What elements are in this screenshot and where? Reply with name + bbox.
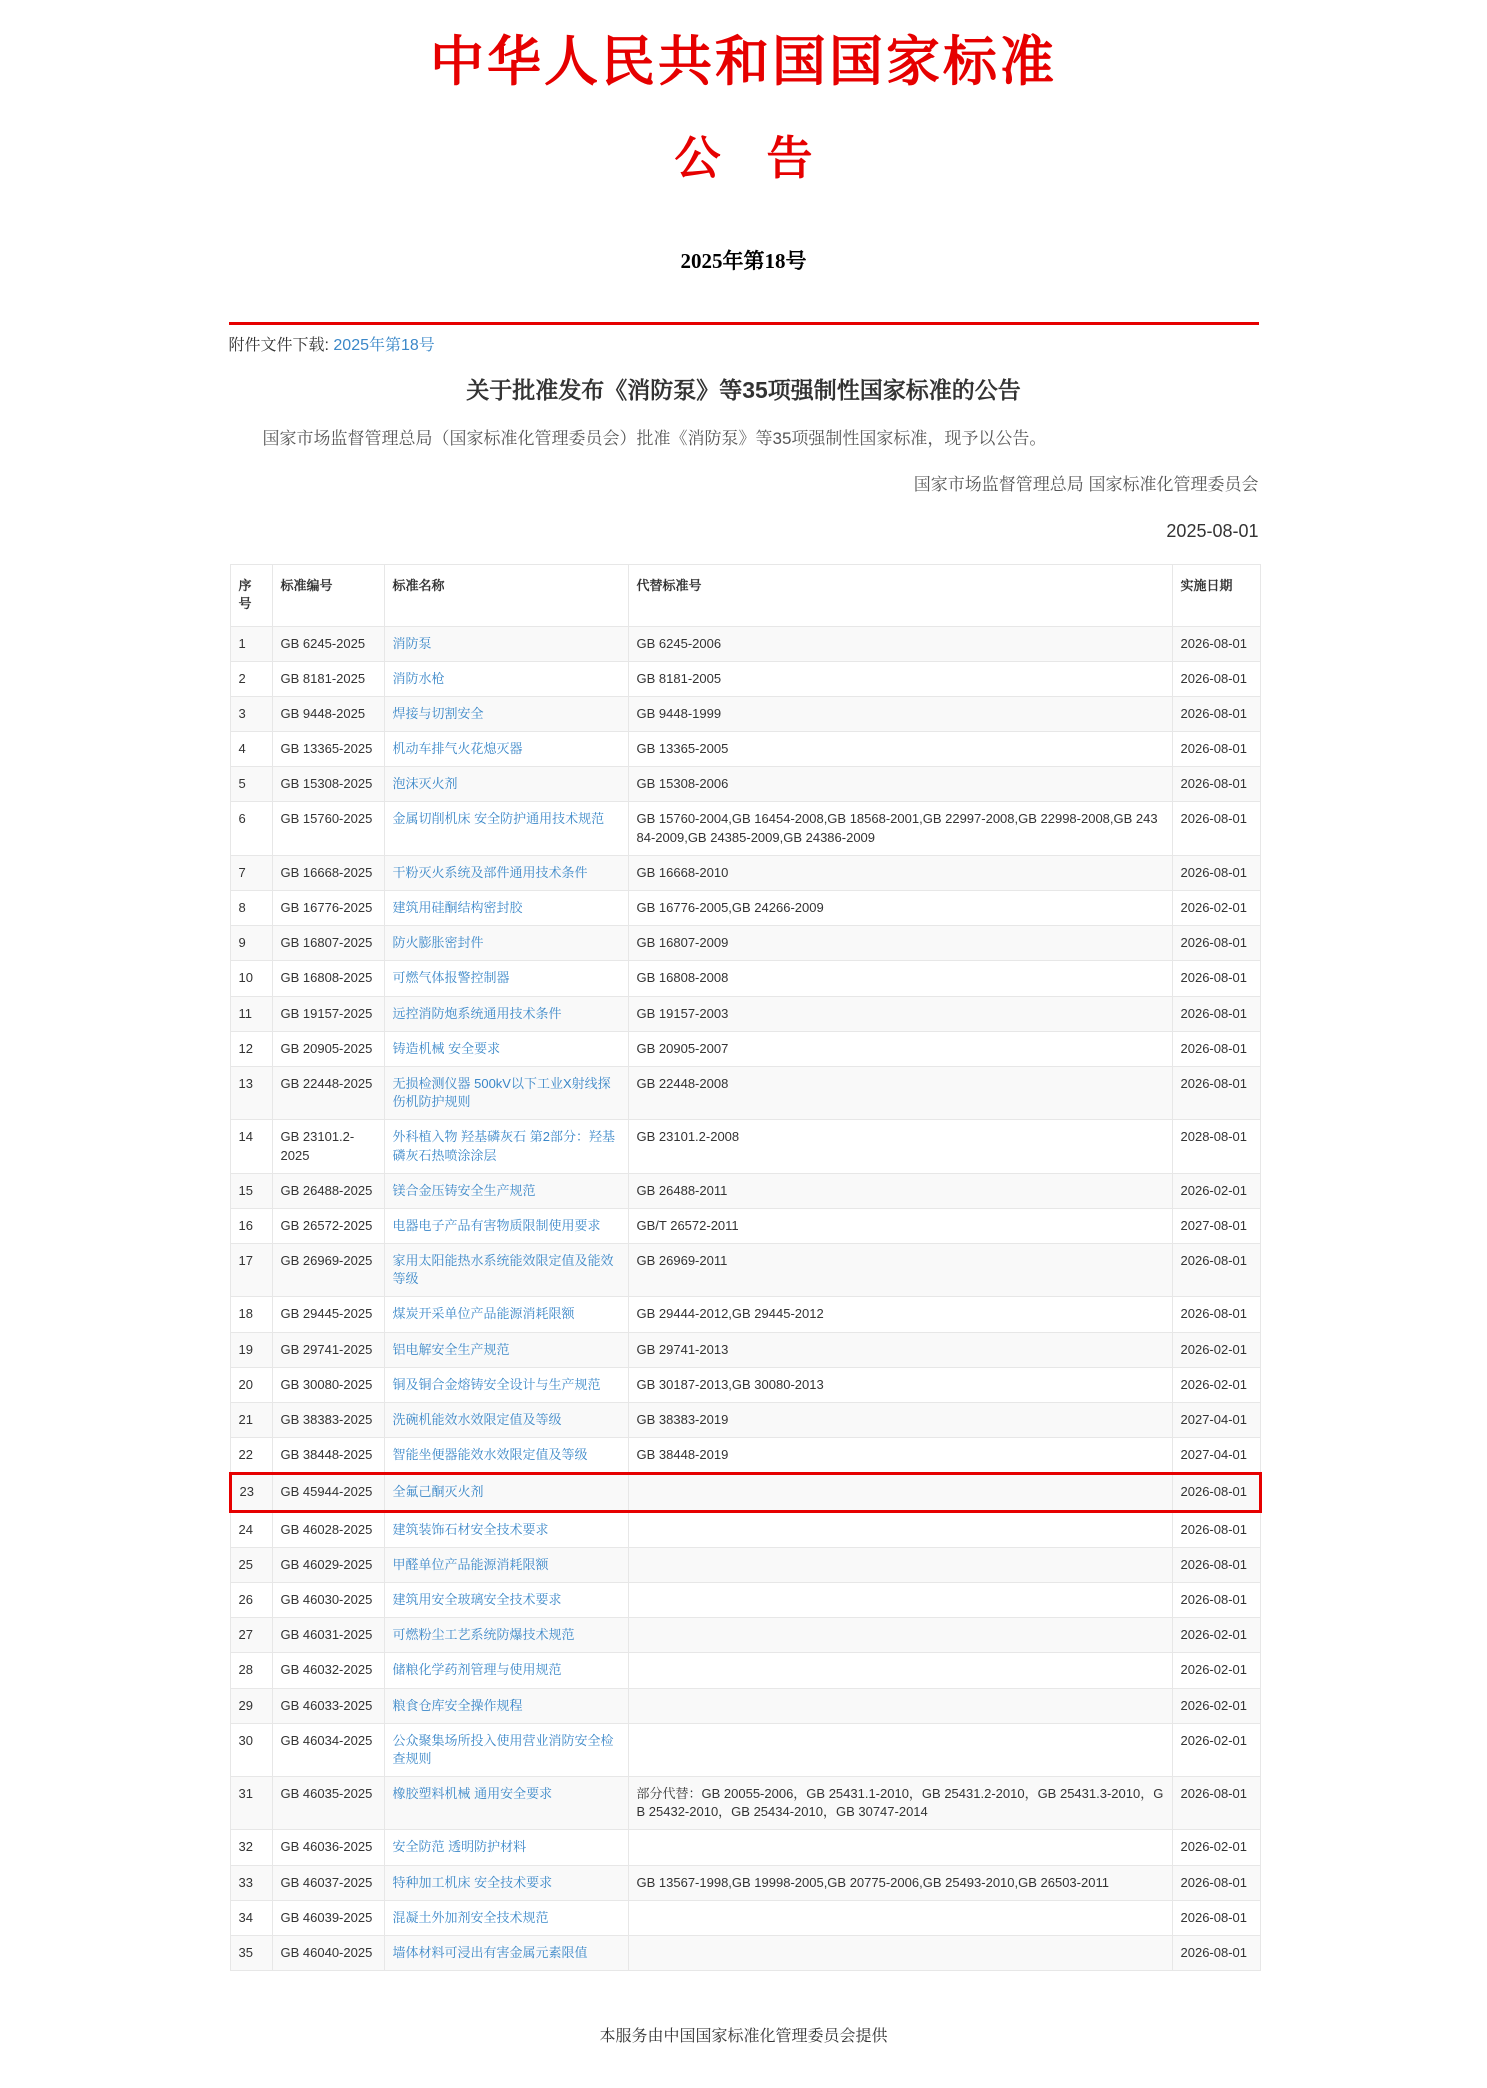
- cell-replaced-standards: GB 22448-2008: [628, 1066, 1172, 1119]
- standard-name-link[interactable]: 机动车排气火花熄灭器: [392, 741, 523, 757]
- standard-name-link[interactable]: 消防泵: [392, 635, 432, 651]
- cell-replaced-standards: GB 29741-2013: [628, 1332, 1172, 1367]
- cell-standard-code: GB 46030-2025: [272, 1582, 384, 1617]
- standard-name-link[interactable]: 消防水枪: [392, 670, 445, 686]
- cell-replaced-standards: [628, 1474, 1172, 1511]
- table-row: [230, 1332, 1260, 1367]
- cell-replaced-standards: GB 38448-2019: [628, 1438, 1172, 1474]
- cell-standard-code: GB 15760-2025: [272, 802, 384, 855]
- cell-standard-code: GB 22448-2025: [272, 1066, 384, 1119]
- cell-implementation-date: 2026-08-01: [1172, 855, 1260, 890]
- table-row: [230, 1688, 1260, 1723]
- header-row: [230, 565, 1260, 626]
- table-row: [230, 1865, 1260, 1900]
- cell-implementation-date: 2026-02-01: [1172, 1618, 1260, 1653]
- column-header-replaced: 代替标准号: [628, 565, 1172, 626]
- cell-replaced-standards: GB 13567-1998,GB 19998-2005,GB 20775-2006,GB 25493-2010,GB 26503-2011: [628, 1865, 1172, 1900]
- cell-implementation-date: 2026-08-01: [1172, 661, 1260, 696]
- standard-name-link[interactable]: 金属切削机床 安全防护通用技术规范: [392, 811, 605, 827]
- cell-standard-code: GB 16776-2025: [272, 891, 384, 926]
- cell-implementation-date: 2026-08-01: [1172, 1474, 1260, 1511]
- table-row: [230, 1066, 1260, 1119]
- table-row: [230, 1438, 1260, 1474]
- page-title: 中华人民共和国国家标准: [430, 32, 1057, 92]
- standard-name-link[interactable]: 特种加工机床 安全技术要求: [392, 1874, 553, 1890]
- attachment-label: 附件文件下载:: [228, 337, 329, 355]
- table-row: [230, 1031, 1260, 1066]
- cell-standard-name: [384, 802, 628, 855]
- cell-standard-name: [384, 1723, 628, 1776]
- cell-implementation-date: 2026-08-01: [1172, 1031, 1260, 1066]
- cell-standard-code: GB 26488-2025: [272, 1173, 384, 1208]
- cell-replaced-standards: GB/T 26572-2011: [628, 1208, 1172, 1243]
- standard-name-link[interactable]: 公众聚集场所投入使用营业消防安全检查规则: [392, 1732, 614, 1766]
- column-header-code: 标准编号: [272, 565, 384, 626]
- cell-replaced-standards: GB 26969-2011: [628, 1244, 1172, 1297]
- cell-standard-name: [384, 855, 628, 890]
- cell-implementation-date: 2026-08-01: [1172, 961, 1260, 996]
- cell-implementation-date: 2026-02-01: [1172, 1688, 1260, 1723]
- cell-replaced-standards: [628, 1723, 1172, 1776]
- standard-name-link[interactable]: 家用太阳能热水系统能效限定值及能效等级: [392, 1253, 614, 1287]
- cell-implementation-date: 2026-08-01: [1172, 996, 1260, 1031]
- cell-replaced-standards: GB 16776-2005,GB 24266-2009: [628, 891, 1172, 926]
- cell-standard-name: [384, 1830, 628, 1865]
- cell-standard-code: GB 46028-2025: [272, 1511, 384, 1547]
- column-header-name: 标准名称: [384, 565, 628, 626]
- page-subtitle: 公 告: [674, 132, 813, 184]
- cell-standard-code: GB 30080-2025: [272, 1367, 384, 1402]
- cell-seq: 12: [230, 1031, 272, 1066]
- standard-name-link[interactable]: 建筑装饰石材安全技术要求: [392, 1521, 549, 1537]
- cell-standard-code: GB 9448-2025: [272, 696, 384, 731]
- cell-implementation-date: 2026-08-01: [1172, 926, 1260, 961]
- cell-standard-name: [384, 961, 628, 996]
- cell-implementation-date: 2027-04-01: [1172, 1438, 1260, 1474]
- cell-standard-name: [384, 1066, 628, 1119]
- cell-replaced-standards: [628, 1688, 1172, 1723]
- cell-implementation-date: 2026-02-01: [1172, 1830, 1260, 1865]
- cell-seq: 10: [230, 961, 272, 996]
- standard-name-link[interactable]: 安全防范 透明防护材料: [392, 1839, 527, 1855]
- cell-seq: 4: [230, 732, 272, 767]
- cell-implementation-date: 2026-08-01: [1172, 1547, 1260, 1582]
- cell-standard-name: [384, 1865, 628, 1900]
- cell-standard-code: GB 29445-2025: [272, 1297, 384, 1332]
- cell-seq: 35: [230, 1936, 272, 1971]
- cell-standard-code: GB 15308-2025: [272, 767, 384, 802]
- cell-standard-name: [384, 626, 628, 661]
- table-row: [230, 1653, 1260, 1688]
- standard-name-link[interactable]: 智能坐便器能效水效限定值及等级: [392, 1447, 588, 1463]
- cell-standard-code: GB 16807-2025: [272, 926, 384, 961]
- cell-seq: 2: [230, 661, 272, 696]
- cell-standard-code: GB 19157-2025: [272, 996, 384, 1031]
- cell-standard-name: [384, 661, 628, 696]
- cell-replaced-standards: GB 30187-2013,GB 30080-2013: [628, 1367, 1172, 1402]
- cell-replaced-standards: GB 20905-2007: [628, 1031, 1172, 1066]
- cell-standard-code: GB 46036-2025: [272, 1830, 384, 1865]
- standard-name-link[interactable]: 无损检测仪器 500kV以下工业X射线探伤机防护规则: [392, 1075, 611, 1110]
- standard-name-link[interactable]: 焊接与切割安全: [392, 705, 484, 721]
- cell-seq: 6: [230, 802, 272, 855]
- cell-implementation-date: 2026-08-01: [1172, 626, 1260, 661]
- cell-implementation-date: 2026-02-01: [1172, 1173, 1260, 1208]
- column-header-date: 实施日期: [1172, 565, 1260, 626]
- cell-standard-name: [384, 1332, 628, 1367]
- cell-standard-name: [384, 1120, 628, 1173]
- attachment-download-line: [229, 335, 1259, 357]
- standard-name-link[interactable]: 铝电解安全生产规范: [392, 1341, 510, 1357]
- cell-implementation-date: 2026-02-01: [1172, 1367, 1260, 1402]
- table-row: [230, 661, 1260, 696]
- cell-replaced-standards: GB 15308-2006: [628, 767, 1172, 802]
- red-divider: [229, 322, 1259, 325]
- cell-standard-name: [384, 767, 628, 802]
- table-row: [230, 1120, 1260, 1173]
- cell-implementation-date: 2026-08-01: [1172, 1511, 1260, 1547]
- standard-name-link[interactable]: 泡沫灭火剂: [392, 776, 458, 792]
- table-row: [230, 1547, 1260, 1582]
- table-row: [230, 626, 1260, 661]
- standard-name-link[interactable]: 铸造机械 安全要求: [392, 1040, 501, 1056]
- table-row: [230, 855, 1260, 890]
- cell-replaced-standards: [628, 1653, 1172, 1688]
- cell-standard-code: GB 29741-2025: [272, 1332, 384, 1367]
- table-row: [230, 1208, 1260, 1243]
- standards-table-header: [230, 565, 1260, 626]
- cell-implementation-date: 2026-08-01: [1172, 1900, 1260, 1935]
- cell-implementation-date: 2026-08-01: [1172, 732, 1260, 767]
- cell-replaced-standards: [628, 1830, 1172, 1865]
- standard-name-link[interactable]: 煤炭开采单位产品能源消耗限额: [392, 1306, 575, 1322]
- cell-replaced-standards: [628, 1582, 1172, 1617]
- standard-name-link[interactable]: 干粉灭火系统及部件通用技术条件: [392, 864, 588, 880]
- cell-replaced-standards: GB 13365-2005: [628, 732, 1172, 767]
- table-row: [230, 891, 1260, 926]
- cell-standard-code: GB 46034-2025: [272, 1723, 384, 1776]
- cell-standard-code: GB 8181-2025: [272, 661, 384, 696]
- cell-implementation-date: 2026-08-01: [1172, 1936, 1260, 1971]
- table-row: [230, 1900, 1260, 1935]
- table-row-highlighted: [230, 1474, 1260, 1511]
- cell-standard-name: [384, 1474, 628, 1511]
- standards-table: [229, 564, 1262, 1971]
- table-row: [230, 996, 1260, 1031]
- cell-seq: 21: [230, 1403, 272, 1438]
- standard-name-link[interactable]: 墙体材料可浸出有害金属元素限值: [392, 1945, 588, 1961]
- cell-seq: 19: [230, 1332, 272, 1367]
- cell-standard-code: GB 13365-2025: [272, 732, 384, 767]
- standard-name-link[interactable]: 远控消防炮系统通用技术条件: [392, 1005, 562, 1021]
- cell-replaced-standards: [628, 1547, 1172, 1582]
- cell-implementation-date: 2026-08-01: [1172, 1777, 1260, 1830]
- cell-implementation-date: 2026-08-01: [1172, 696, 1260, 731]
- standard-name-link[interactable]: 可燃粉尘工艺系统防爆技术规范: [392, 1627, 575, 1643]
- cell-standard-name: [384, 1900, 628, 1935]
- cell-seq: 20: [230, 1367, 272, 1402]
- cell-seq: 14: [230, 1120, 272, 1173]
- standard-name-link[interactable]: 建筑用安全玻璃安全技术要求: [392, 1591, 562, 1607]
- announcement-body: 国家市场监督管理总局（国家标准化管理委员会）批准《消防泵》等35项强制性国家标准，现予以公告。: [262, 428, 1047, 448]
- table-row: [230, 1582, 1260, 1617]
- table-row: [230, 1723, 1260, 1776]
- cell-standard-code: GB 46031-2025: [272, 1618, 384, 1653]
- cell-standard-code: GB 23101.2-2025: [272, 1120, 384, 1173]
- cell-implementation-date: 2026-08-01: [1172, 1066, 1260, 1119]
- table-row: [230, 926, 1260, 961]
- cell-standard-name: [384, 1653, 628, 1688]
- cell-standard-code: GB 16808-2025: [272, 961, 384, 996]
- standard-name-link[interactable]: 可燃气体报警控制器: [392, 970, 510, 986]
- cell-standard-code: GB 20905-2025: [272, 1031, 384, 1066]
- cell-standard-code: GB 26572-2025: [272, 1208, 384, 1243]
- cell-standard-code: GB 46037-2025: [272, 1865, 384, 1900]
- cell-standard-code: GB 38448-2025: [272, 1438, 384, 1474]
- standard-name-link[interactable]: 橡胶塑料机械 通用安全要求: [392, 1786, 553, 1802]
- cell-seq: 28: [230, 1653, 272, 1688]
- cell-standard-code: GB 46029-2025: [272, 1547, 384, 1582]
- standard-name-link[interactable]: 铜及铜合金熔铸安全设计与生产规范: [392, 1376, 601, 1392]
- table-row: [230, 961, 1260, 996]
- standard-name-link[interactable]: 建筑用硅酮结构密封胶: [392, 900, 523, 916]
- cell-seq: 11: [230, 996, 272, 1031]
- standard-name-link[interactable]: 粮食仓库安全操作规程: [392, 1697, 523, 1713]
- standard-name-link[interactable]: 储粮化学药剂管理与使用规范: [392, 1662, 562, 1678]
- cell-standard-name: [384, 1618, 628, 1653]
- cell-standard-name: [384, 1547, 628, 1582]
- cell-standard-code: GB 6245-2025: [272, 626, 384, 661]
- table-row: [230, 1297, 1260, 1332]
- cell-implementation-date: 2026-08-01: [1172, 1582, 1260, 1617]
- cell-seq: 5: [230, 767, 272, 802]
- cell-seq: 18: [230, 1297, 272, 1332]
- standards-table-body: [230, 626, 1260, 1971]
- table-row: [230, 1367, 1260, 1402]
- issuing-authority-signature: 国家市场监督管理总局 国家标准化管理委员会: [913, 475, 1259, 495]
- standard-name-link[interactable]: 甲醛单位产品能源消耗限额: [392, 1556, 549, 1572]
- cell-replaced-standards: GB 23101.2-2008: [628, 1120, 1172, 1173]
- cell-seq: 24: [230, 1511, 272, 1547]
- cell-replaced-standards: GB 16807-2009: [628, 926, 1172, 961]
- standard-name-link[interactable]: 全氟己酮灭火剂: [392, 1484, 484, 1500]
- cell-standard-code: GB 46032-2025: [272, 1653, 384, 1688]
- cell-seq: 16: [230, 1208, 272, 1243]
- attachment-download-link[interactable]: 2025年第18号: [333, 337, 435, 355]
- cell-replaced-standards: GB 8181-2005: [628, 661, 1172, 696]
- table-row: [230, 1244, 1260, 1297]
- cell-implementation-date: 2026-08-01: [1172, 1865, 1260, 1900]
- cell-replaced-standards: [628, 1936, 1172, 1971]
- cell-standard-name: [384, 1297, 628, 1332]
- publish-date: 2025-08-01: [1166, 521, 1259, 542]
- cell-replaced-standards: GB 16668-2010: [628, 855, 1172, 890]
- cell-seq: 27: [230, 1618, 272, 1653]
- cell-implementation-date: 2026-02-01: [1172, 1653, 1260, 1688]
- cell-replaced-standards: [628, 1900, 1172, 1935]
- cell-standard-code: GB 45944-2025: [272, 1474, 384, 1511]
- cell-replaced-standards: [628, 1511, 1172, 1547]
- cell-standard-name: [384, 996, 628, 1031]
- cell-seq: 17: [230, 1244, 272, 1297]
- cell-seq: 9: [230, 926, 272, 961]
- issue-number: 2025年第18号: [680, 248, 807, 273]
- cell-replaced-standards: GB 9448-1999: [628, 696, 1172, 731]
- standard-name-link[interactable]: 镁合金压铸安全生产规范: [392, 1182, 536, 1198]
- table-row: [230, 1618, 1260, 1653]
- cell-standard-name: [384, 891, 628, 926]
- table-row: [230, 802, 1260, 855]
- footer-service-note: 本服务由中国国家标准化管理委员会提供: [599, 2028, 888, 2046]
- table-row: [230, 732, 1260, 767]
- table-row: [230, 1830, 1260, 1865]
- cell-standard-name: [384, 1244, 628, 1297]
- cell-replaced-standards: GB 26488-2011: [628, 1173, 1172, 1208]
- cell-seq: 33: [230, 1865, 272, 1900]
- table-row: [230, 696, 1260, 731]
- cell-seq: 1: [230, 626, 272, 661]
- cell-standard-name: [384, 732, 628, 767]
- standard-name-link[interactable]: 洗碗机能效水效限定值及等级: [392, 1412, 562, 1428]
- cell-seq: 8: [230, 891, 272, 926]
- cell-standard-code: GB 46035-2025: [272, 1777, 384, 1830]
- cell-seq: 30: [230, 1723, 272, 1776]
- table-row: [230, 1403, 1260, 1438]
- table-row: [230, 1511, 1260, 1547]
- cell-replaced-standards: GB 6245-2006: [628, 626, 1172, 661]
- cell-seq: 29: [230, 1688, 272, 1723]
- table-row: [230, 767, 1260, 802]
- cell-implementation-date: 2026-08-01: [1172, 767, 1260, 802]
- announcement-title: 关于批准发布《消防泵》等35项强制性国家标准的公告: [466, 376, 1021, 403]
- cell-standard-code: GB 38383-2025: [272, 1403, 384, 1438]
- cell-replaced-standards: GB 15760-2004,GB 16454-2008,GB 18568-2001,GB 22997-2008,GB 22998-2008,GB 24384-2009,GB 24385-2009,GB 24386-2009: [628, 802, 1172, 855]
- cell-seq: 32: [230, 1830, 272, 1865]
- cell-seq: 7: [230, 855, 272, 890]
- cell-standard-name: [384, 1367, 628, 1402]
- cell-seq: 23: [230, 1474, 272, 1511]
- cell-standard-name: [384, 1208, 628, 1243]
- cell-seq: 22: [230, 1438, 272, 1474]
- cell-standard-name: [384, 1403, 628, 1438]
- cell-standard-name: [384, 1438, 628, 1474]
- cell-implementation-date: 2027-08-01: [1172, 1208, 1260, 1243]
- cell-standard-name: [384, 696, 628, 731]
- cell-seq: 31: [230, 1777, 272, 1830]
- table-row: [230, 1173, 1260, 1208]
- cell-implementation-date: 2027-04-01: [1172, 1403, 1260, 1438]
- standard-name-link[interactable]: 外科植入物 羟基磷灰石 第2部分：羟基磷灰石热喷涂涂层: [392, 1129, 615, 1163]
- cell-replaced-standards: GB 16808-2008: [628, 961, 1172, 996]
- cell-implementation-date: 2026-02-01: [1172, 1723, 1260, 1776]
- cell-replaced-standards: GB 19157-2003: [628, 996, 1172, 1031]
- cell-seq: 34: [230, 1900, 272, 1935]
- cell-standard-name: [384, 926, 628, 961]
- table-row: [230, 1777, 1260, 1830]
- cell-standard-name: [384, 1173, 628, 1208]
- cell-implementation-date: 2026-02-01: [1172, 1332, 1260, 1367]
- cell-standard-code: GB 26969-2025: [272, 1244, 384, 1297]
- standard-name-link[interactable]: 电器电子产品有害物质限制使用要求: [392, 1217, 601, 1233]
- cell-replaced-standards: GB 38383-2019: [628, 1403, 1172, 1438]
- cell-standard-name: [384, 1688, 628, 1723]
- announcement-page: [229, 30, 1259, 2046]
- cell-seq: 3: [230, 696, 272, 731]
- cell-seq: 26: [230, 1582, 272, 1617]
- cell-replaced-standards: [628, 1618, 1172, 1653]
- cell-standard-code: GB 46039-2025: [272, 1900, 384, 1935]
- cell-replaced-standards: GB 29444-2012,GB 29445-2012: [628, 1297, 1172, 1332]
- standard-name-link[interactable]: 混凝土外加剂安全技术规范: [392, 1909, 549, 1925]
- standard-name-link[interactable]: 防火膨胀密封件: [392, 935, 484, 951]
- cell-implementation-date: 2026-08-01: [1172, 1297, 1260, 1332]
- cell-seq: 15: [230, 1173, 272, 1208]
- cell-implementation-date: 2026-08-01: [1172, 802, 1260, 855]
- cell-seq: 13: [230, 1066, 272, 1119]
- cell-standard-code: GB 46033-2025: [272, 1688, 384, 1723]
- cell-seq: 25: [230, 1547, 272, 1582]
- cell-standard-name: [384, 1936, 628, 1971]
- cell-implementation-date: 2026-08-01: [1172, 1244, 1260, 1297]
- column-header-seq: 序号: [230, 565, 272, 626]
- cell-standard-code: GB 46040-2025: [272, 1936, 384, 1971]
- cell-replaced-standards: 部分代替：GB 20055-2006，GB 25431.1-2010，GB 25431.2-2010，GB 25431.3-2010，GB 25432-2010，GB 25434-2010，GB 30747-2014: [628, 1777, 1172, 1830]
- cell-standard-name: [384, 1031, 628, 1066]
- cell-standard-code: GB 16668-2025: [272, 855, 384, 890]
- cell-standard-name: [384, 1511, 628, 1547]
- cell-implementation-date: 2026-02-01: [1172, 891, 1260, 926]
- cell-standard-name: [384, 1777, 628, 1830]
- cell-standard-name: [384, 1582, 628, 1617]
- cell-implementation-date: 2028-08-01: [1172, 1120, 1260, 1173]
- table-row: [230, 1936, 1260, 1971]
